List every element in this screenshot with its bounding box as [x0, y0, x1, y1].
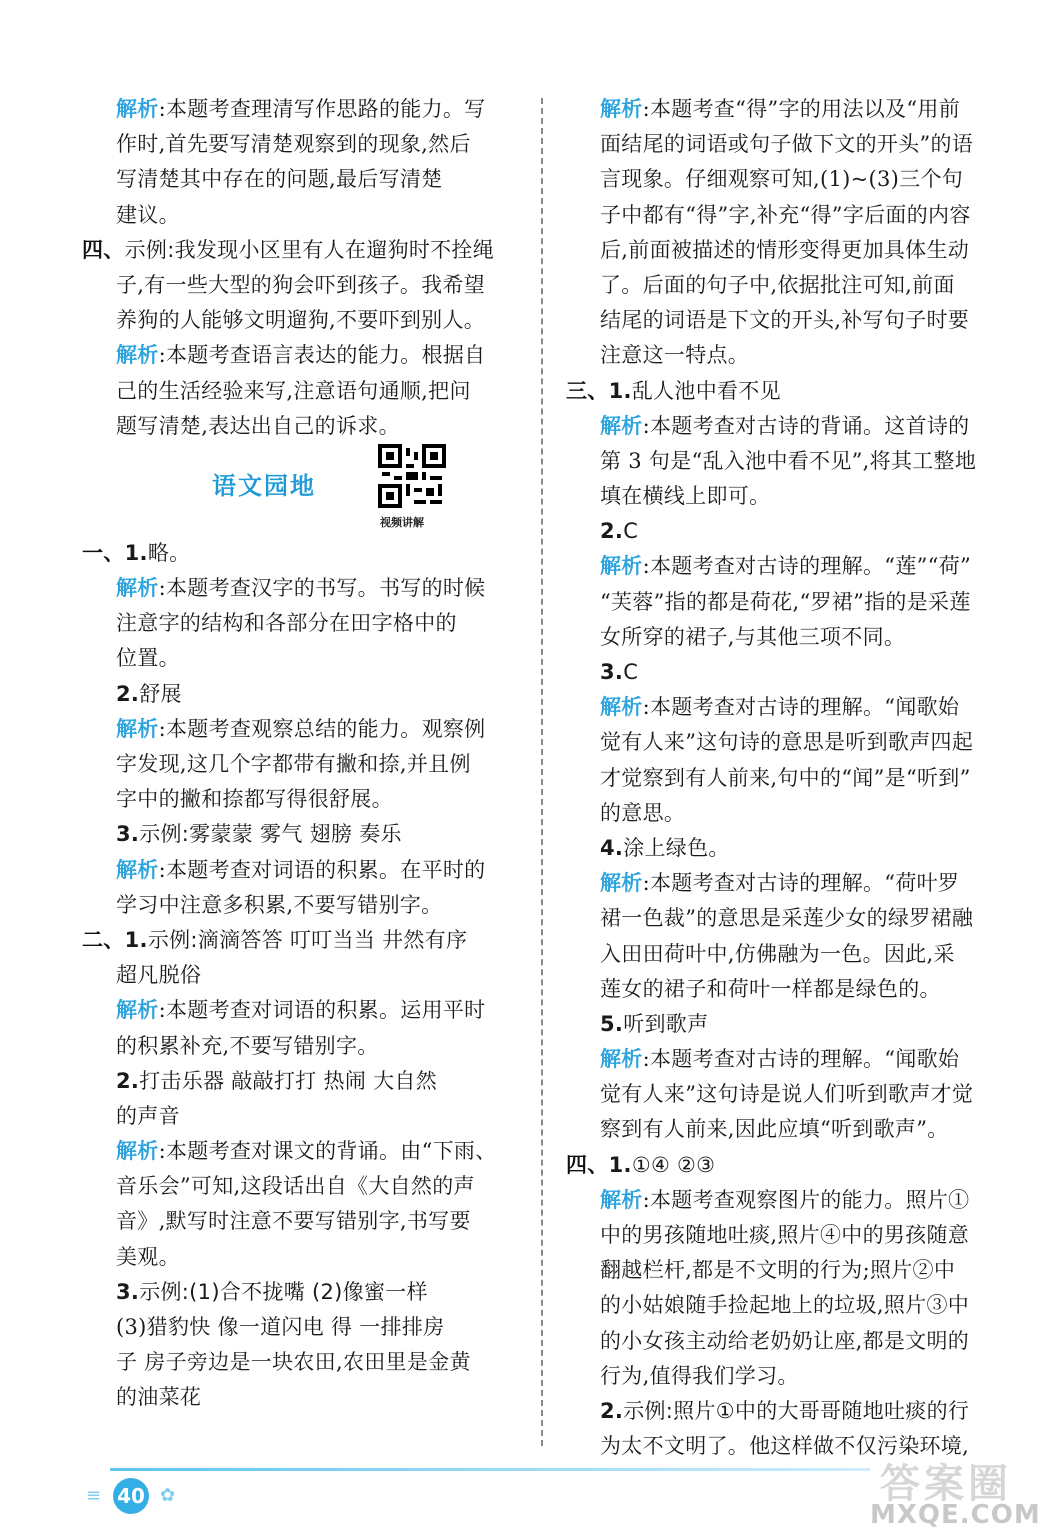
text-line — [566, 655, 1006, 690]
text-line — [82, 374, 522, 409]
analysis-label: 解析 — [600, 871, 643, 896]
section-number: 三、 — [566, 378, 609, 403]
line-text: C — [623, 519, 639, 544]
line-text: 学习中注意多积累,不要写错别字。 — [116, 892, 443, 917]
line-text: 涂上绿色。 — [623, 835, 730, 860]
text-line — [566, 972, 1006, 1007]
line-text: 注意字的结构和各部分在田字格中的 — [116, 611, 457, 636]
text-line — [82, 1134, 522, 1169]
line-text: 觉有人来”这句诗的意思是听到歌声四起 — [600, 730, 974, 755]
qr-code-icon[interactable] — [378, 444, 446, 508]
text-line — [82, 1345, 522, 1380]
text-line — [566, 620, 1006, 655]
footer-rule — [110, 1468, 870, 1471]
text-line — [82, 127, 522, 162]
line-text: 注意这一特点。 — [600, 343, 750, 368]
line-text: 字中的撇和捺都写得很舒展。 — [116, 787, 393, 812]
line-text: 示例:雾蒙蒙 雾气 翅膀 奏乐 — [139, 822, 402, 847]
question-number: 3. — [116, 1279, 140, 1304]
text-line — [82, 233, 522, 268]
line-text: C — [623, 660, 639, 684]
line-text: 示例:照片①中的大哥哥随地吐痰的行 — [623, 1398, 970, 1423]
line-text: 建议。 — [116, 202, 180, 227]
text-line — [566, 549, 1006, 584]
text-line — [82, 606, 522, 641]
line-text: :本题考查对古诗的理解。“荷叶罗 — [642, 871, 960, 896]
text-line — [566, 409, 1006, 444]
text-line — [82, 1099, 522, 1134]
analysis-label: 解析 — [116, 998, 159, 1023]
question-number: 1. — [124, 927, 148, 952]
line-text: 行为,值得我们学习。 — [600, 1363, 799, 1388]
text-line — [82, 1275, 522, 1310]
line-text: 的小姑娘随手捡起地上的垃圾,照片③中 — [600, 1293, 970, 1318]
text-line — [566, 303, 1006, 338]
line-text: 莲女的裙子和荷叶一样都是绿色的。 — [600, 976, 941, 1001]
question-number: 2. — [116, 1068, 140, 1093]
line-text: :本题考查“得”字的用法以及“用前 — [642, 97, 960, 121]
analysis-label: 解析 — [116, 343, 159, 368]
line-text: 觉有人来”这句诗是说人们听到歌声才觉 — [600, 1082, 974, 1107]
text-line — [566, 268, 1006, 303]
line-text: 中的男孩随地吐痰,照片④中的男孩随意 — [600, 1223, 970, 1247]
line-text: 翻越栏杆,都是不文明的行为;照片②中 — [600, 1258, 956, 1283]
line-text: :本题考查观察总结的能力。观察例 — [158, 716, 486, 741]
text-line — [566, 1183, 1006, 1218]
text-line — [566, 198, 1006, 233]
text-line — [82, 677, 522, 712]
text-line — [82, 571, 522, 606]
text-line — [82, 1204, 522, 1239]
text-line — [566, 1148, 1006, 1183]
left-block-top — [82, 92, 522, 444]
text-line — [566, 1324, 1006, 1359]
line-text: :本题考查对词语的积累。运用平时 — [158, 998, 486, 1023]
line-text: 子 房子旁边是一块农田,农田里是金黄 — [116, 1350, 471, 1375]
text-line — [566, 1253, 1006, 1288]
text-line — [566, 1077, 1006, 1112]
text-line — [82, 958, 522, 993]
text-line — [82, 409, 522, 444]
line-text: 言现象。仔细观察可知,(1)~(3)三个句 — [600, 167, 964, 192]
line-text: 写清楚其中存在的问题,最后写清楚 — [116, 167, 443, 192]
text-line — [82, 817, 522, 852]
analysis-label: 解析 — [600, 1187, 643, 1212]
line-text: 打击乐器 敲敲打打 热闹 大自然 — [139, 1068, 438, 1093]
text-line — [82, 303, 522, 338]
text-line — [566, 796, 1006, 831]
text-line — [82, 1240, 522, 1275]
text-line — [566, 444, 1006, 479]
text-line — [566, 374, 1006, 409]
text-line — [82, 1380, 522, 1415]
text-line — [82, 338, 522, 373]
line-text: 养狗的人能够文明遛狗,不要吓到别人。 — [116, 308, 486, 333]
line-text: 子,有一些大型的狗会吓到孩子。我希望 — [116, 272, 486, 297]
text-line — [566, 725, 1006, 760]
section-title: 语文园地 — [212, 471, 316, 500]
line-text: 字发现,这几个字都带有撇和捺,并且例 — [116, 752, 471, 776]
text-line — [82, 162, 522, 197]
line-text: :本题考查观察图片的能力。照片① — [642, 1187, 970, 1212]
footer-decoration-right-icon: ✿ — [160, 1485, 176, 1506]
watermark-url: MXQE.COM — [870, 1500, 1041, 1530]
line-text: 示例:(1)合不拢嘴 (2)像蜜一样 — [139, 1279, 428, 1304]
analysis-label: 解析 — [600, 695, 643, 720]
line-text: ①④ ②③ — [631, 1152, 716, 1177]
analysis-label: 解析 — [600, 97, 643, 121]
text-line — [566, 1007, 1006, 1042]
text-line — [566, 1394, 1006, 1429]
line-text: :本题考查汉字的书写。书写的时候 — [158, 576, 486, 601]
analysis-label: 解析 — [116, 1139, 159, 1164]
text-line — [566, 338, 1006, 373]
question-number: 2. — [600, 519, 624, 544]
line-text: :本题考查理清写作思路的能力。写 — [158, 97, 486, 121]
text-line — [82, 198, 522, 233]
line-text: 美观。 — [116, 1244, 180, 1269]
text-line — [82, 782, 522, 817]
line-text: :本题考查对课文的背诵。由“下雨、 — [158, 1139, 497, 1164]
section-number: 二、 — [82, 927, 125, 952]
line-text: 示例:滴滴答答 叮叮当当 井然有序 — [147, 927, 468, 952]
text-line — [82, 888, 522, 923]
line-text: 位置。 — [116, 646, 180, 671]
line-text: 的油菜花 — [116, 1385, 202, 1410]
right-column — [566, 92, 1006, 1464]
text-line — [82, 923, 522, 958]
line-text: 乱人池中看不见 — [631, 378, 781, 403]
text-line — [566, 690, 1006, 725]
line-text: 子中都有“得”字,补充“得”字后面的内容 — [600, 202, 971, 227]
watermark-logo: 答案圈 — [880, 1461, 1012, 1507]
text-line — [566, 514, 1006, 549]
line-text: 后,前面被描述的情形变得更加具体生动 — [600, 237, 970, 262]
line-text: 裙一色裁”的意思是采莲少女的绿罗裙融 — [600, 906, 974, 931]
text-line — [566, 866, 1006, 901]
line-text: :本题考查对词语的积累。在平时的 — [158, 857, 486, 882]
line-text: :本题考查对古诗的理解。“闻歌始 — [642, 1047, 960, 1072]
text-line — [566, 1218, 1006, 1253]
line-text: 的积累补充,不要写错别字。 — [116, 1033, 379, 1058]
line-text: 结尾的词语是下文的开头,补写句子时要 — [600, 308, 970, 333]
line-text: 察到有人前来,因此应填“听到歌声”。 — [600, 1117, 949, 1142]
section-number: 四、 — [566, 1152, 609, 1177]
analysis-label: 解析 — [600, 1047, 643, 1072]
line-text: 听到歌声 — [623, 1011, 709, 1036]
analysis-label: 解析 — [116, 857, 159, 882]
text-line — [82, 92, 522, 127]
text-line — [566, 1288, 1006, 1323]
text-line — [82, 1169, 522, 1204]
analysis-label: 解析 — [600, 554, 643, 579]
section-number: 四、 — [82, 237, 125, 262]
question-number: 1. — [608, 378, 632, 403]
text-line — [82, 1310, 522, 1345]
line-text: 第 3 句是“乱入池中看不见”,将其工整地 — [600, 448, 977, 473]
line-text: :本题考查对古诗的理解。“莲”“荷” — [642, 554, 972, 579]
text-line — [566, 937, 1006, 972]
line-text: 略。 — [147, 540, 191, 565]
analysis-label: 解析 — [600, 413, 643, 438]
line-text: :本题考查语言表达的能力。根据自 — [158, 343, 486, 368]
line-text: 示例:我发现小区里有人在遛狗时不拴绳 — [124, 237, 495, 262]
line-text: (3)猎豹快 像一道闪电 得 一排排房 — [116, 1315, 445, 1339]
line-text: 的意思。 — [600, 800, 686, 825]
text-line — [82, 268, 522, 303]
question-number: 3. — [600, 660, 624, 684]
left-block-bottom — [82, 536, 522, 1416]
line-text: 面结尾的词语或句子做下文的开头”的语 — [600, 132, 974, 157]
page-number: 40 — [113, 1478, 149, 1514]
analysis-label: 解析 — [116, 716, 159, 741]
text-line — [82, 1029, 522, 1064]
text-line — [566, 127, 1006, 162]
text-line — [82, 536, 522, 571]
text-line — [82, 712, 522, 747]
text-line — [566, 479, 1006, 514]
question-number: 1. — [124, 540, 148, 565]
question-number: 1. — [608, 1152, 632, 1177]
line-text: 填在横线上即可。 — [600, 484, 771, 509]
question-number: 5. — [600, 1011, 624, 1036]
text-line — [82, 853, 522, 888]
line-text: 超凡脱俗 — [116, 963, 202, 988]
text-line — [566, 233, 1006, 268]
left-column — [82, 92, 522, 1416]
text-line — [566, 92, 1006, 127]
line-text: 的小女孩主动给老奶奶让座,都是文明的 — [600, 1328, 970, 1353]
line-text: 入田田荷叶中,仿佛融为一色。因此,采 — [600, 941, 955, 966]
line-text: 题写清楚,表达出自己的诉求。 — [116, 413, 400, 438]
line-text: :本题考查对古诗的背诵。这首诗的 — [642, 413, 970, 438]
line-text: :本题考查对古诗的理解。“闻歌始 — [642, 695, 960, 720]
text-line — [566, 1112, 1006, 1147]
text-line — [566, 585, 1006, 620]
question-number: 2. — [116, 681, 140, 706]
line-text: 音》,默写时注意不要写错别字,书写要 — [116, 1209, 471, 1234]
analysis-label: 解析 — [116, 97, 159, 121]
text-line — [82, 747, 522, 782]
column-divider — [541, 98, 543, 1446]
question-number: 3. — [116, 822, 140, 847]
text-line — [566, 162, 1006, 197]
text-line — [82, 1064, 522, 1099]
line-text: “芙蓉”指的都是荷花,“罗裙”指的是采莲 — [600, 589, 971, 614]
footer-decoration-left-icon: ≡ — [86, 1485, 102, 1506]
text-line — [566, 831, 1006, 866]
line-text: 了。后面的句子中,依据批注可知,前面 — [600, 272, 955, 297]
text-line — [566, 1359, 1006, 1394]
line-text: 的声音 — [116, 1103, 180, 1128]
line-text: 为太不文明了。他这样做不仅污染环境, — [600, 1434, 970, 1459]
text-line — [82, 993, 522, 1028]
text-line — [566, 761, 1006, 796]
line-text: 作时,首先要写清楚观察到的现象,然后 — [116, 132, 471, 157]
line-text: 音乐会”可知,这段话出自《大自然的声 — [116, 1174, 475, 1199]
text-line — [566, 901, 1006, 936]
qr-label: 视频讲解 — [380, 515, 424, 529]
question-number: 4. — [600, 835, 624, 860]
line-text: 才觉察到有人前来,句中的“闻”是“听到” — [600, 765, 971, 790]
analysis-label: 解析 — [116, 576, 159, 601]
text-line — [566, 1042, 1006, 1077]
line-text: 舒展 — [139, 681, 182, 706]
section-header-yuwen-yuandi — [82, 444, 522, 536]
line-text: 己的生活经验来写,注意语句通顺,把问 — [116, 378, 471, 403]
question-number: 2. — [600, 1398, 624, 1423]
section-number: 一、 — [82, 540, 125, 565]
text-line — [82, 641, 522, 676]
line-text: 女所穿的裙子,与其他三项不同。 — [600, 624, 906, 649]
